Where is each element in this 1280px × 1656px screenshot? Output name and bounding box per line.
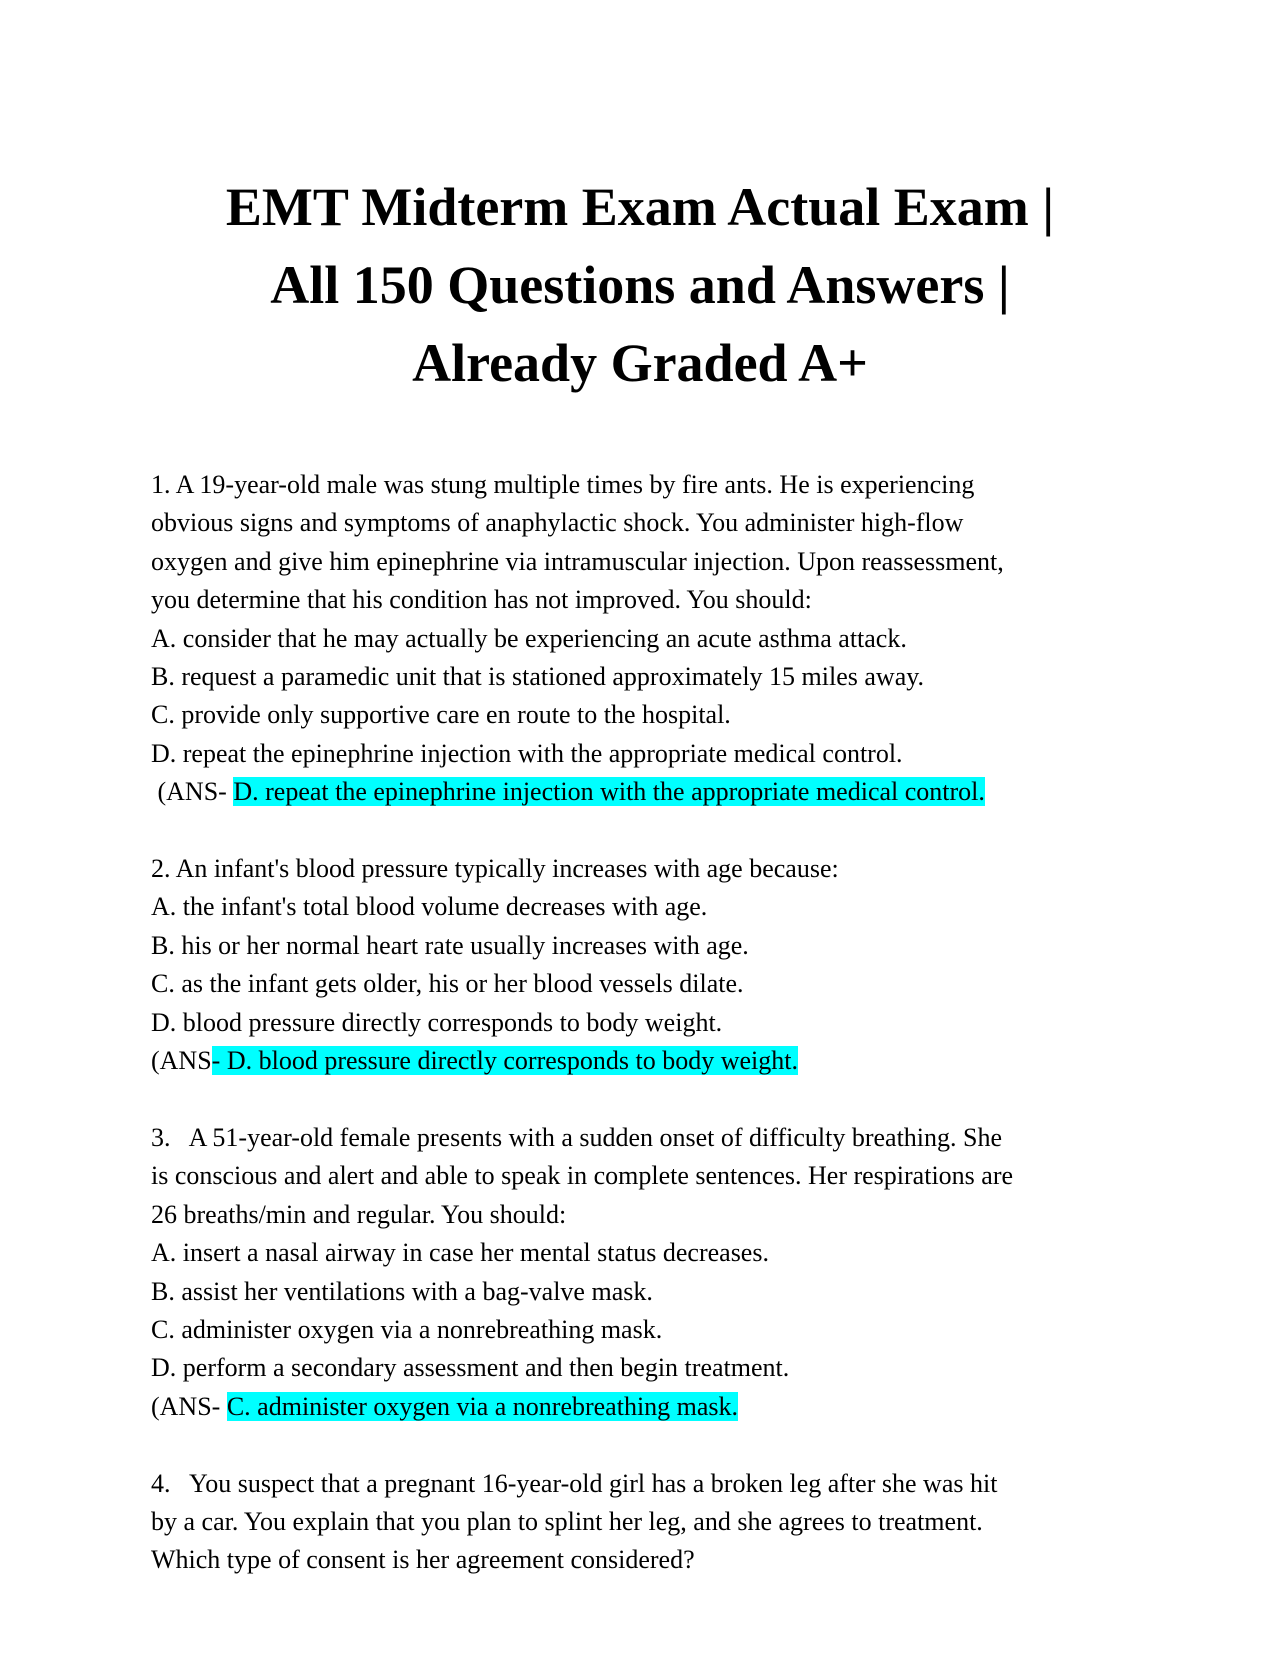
answer-line xyxy=(151,1042,1161,1080)
answer-prefix: (ANS xyxy=(151,1046,212,1076)
title-line-2: All 150 Questions and Answers | xyxy=(270,255,1010,315)
question-stem-line: by a car. You explain that you plan to splint her leg, and she agrees to treatment. xyxy=(151,1506,983,1536)
answer-highlight: D. repeat the epinephrine injection with the appropriate medical control. xyxy=(233,777,985,807)
answer-prefix: (ANS- xyxy=(151,777,234,807)
answer-option-c: C. provide only supportive care en route to the hospital. xyxy=(151,700,731,730)
answer-option-a: A. the infant's total blood volume decreases with age. xyxy=(151,892,708,922)
title-line-1: EMT Midterm Exam Actual Exam | xyxy=(225,177,1055,237)
title-line-3: Already Graded A+ xyxy=(412,333,868,393)
answer-prefix: (ANS- xyxy=(151,1391,227,1421)
question-stem-line: obvious signs and symptoms of anaphylactic shock. You administer high-flow xyxy=(151,508,964,538)
answer-option-b: B. assist her ventilations with a bag-valve mask. xyxy=(151,1276,653,1306)
question-stem-line: you determine that his condition has not improved. You should: xyxy=(151,585,812,615)
answer-option-d: D. blood pressure directly corresponds to body weight. xyxy=(151,1007,723,1037)
answer-option-c: C. as the infant gets older, his or her blood vessels dilate. xyxy=(151,969,744,999)
answer-option-d: D. repeat the epinephrine injection with the appropriate medical control. xyxy=(151,738,903,768)
question-stem-line: 1. A 19-year-old male was stung multiple times by fire ants. He is experiencing xyxy=(151,470,975,499)
question-2 xyxy=(151,850,1161,1080)
question-stem-line: 4. You suspect that a pregnant 16-year-old girl has a broken leg after she was hit xyxy=(151,1468,998,1498)
answer-option-a: A. consider that he may actually be experiencing an acute asthma attack. xyxy=(151,623,907,653)
answer-option-d: D. perform a secondary assessment and then begin treatment. xyxy=(151,1353,790,1383)
question-stem-line: oxygen and give him epinephrine via intramuscular injection. Upon reassessment, xyxy=(151,546,1004,576)
answer-option-b: B. request a paramedic unit that is stationed approximately 15 miles away. xyxy=(151,662,925,692)
answer-highlight: - D. blood pressure directly corresponds to body weight. xyxy=(211,1046,798,1076)
question-stem-line: 3. A 51-year-old female presents with a sudden onset of difficulty breathing. She xyxy=(151,1122,1003,1152)
question-3 xyxy=(151,1119,1161,1426)
question-stem-line: 26 breaths/min and regular. You should: xyxy=(151,1199,567,1229)
answer-option-a: A. insert a nasal airway in case her mental status decreases. xyxy=(151,1238,769,1268)
question-stem-line: is conscious and alert and able to speak in complete sentences. Her respirations are xyxy=(151,1161,1014,1191)
questions-list xyxy=(151,466,1161,1618)
question-1 xyxy=(151,466,1161,812)
document-title xyxy=(120,168,1160,402)
answer-line xyxy=(151,1388,1161,1426)
answer-line xyxy=(151,773,1161,811)
question-4 xyxy=(151,1465,1161,1580)
question-stem-line: Which type of consent is her agreement considered? xyxy=(151,1545,695,1575)
answer-highlight: C. administer oxygen via a nonrebreathing mask. xyxy=(226,1391,739,1421)
answer-option-b: B. his or her normal heart rate usually increases with age. xyxy=(151,930,749,960)
answer-option-c: C. administer oxygen via a nonrebreathing mask. xyxy=(151,1314,663,1344)
question-stem-line: 2. An infant's blood pressure typically increases with age because: xyxy=(151,854,839,884)
